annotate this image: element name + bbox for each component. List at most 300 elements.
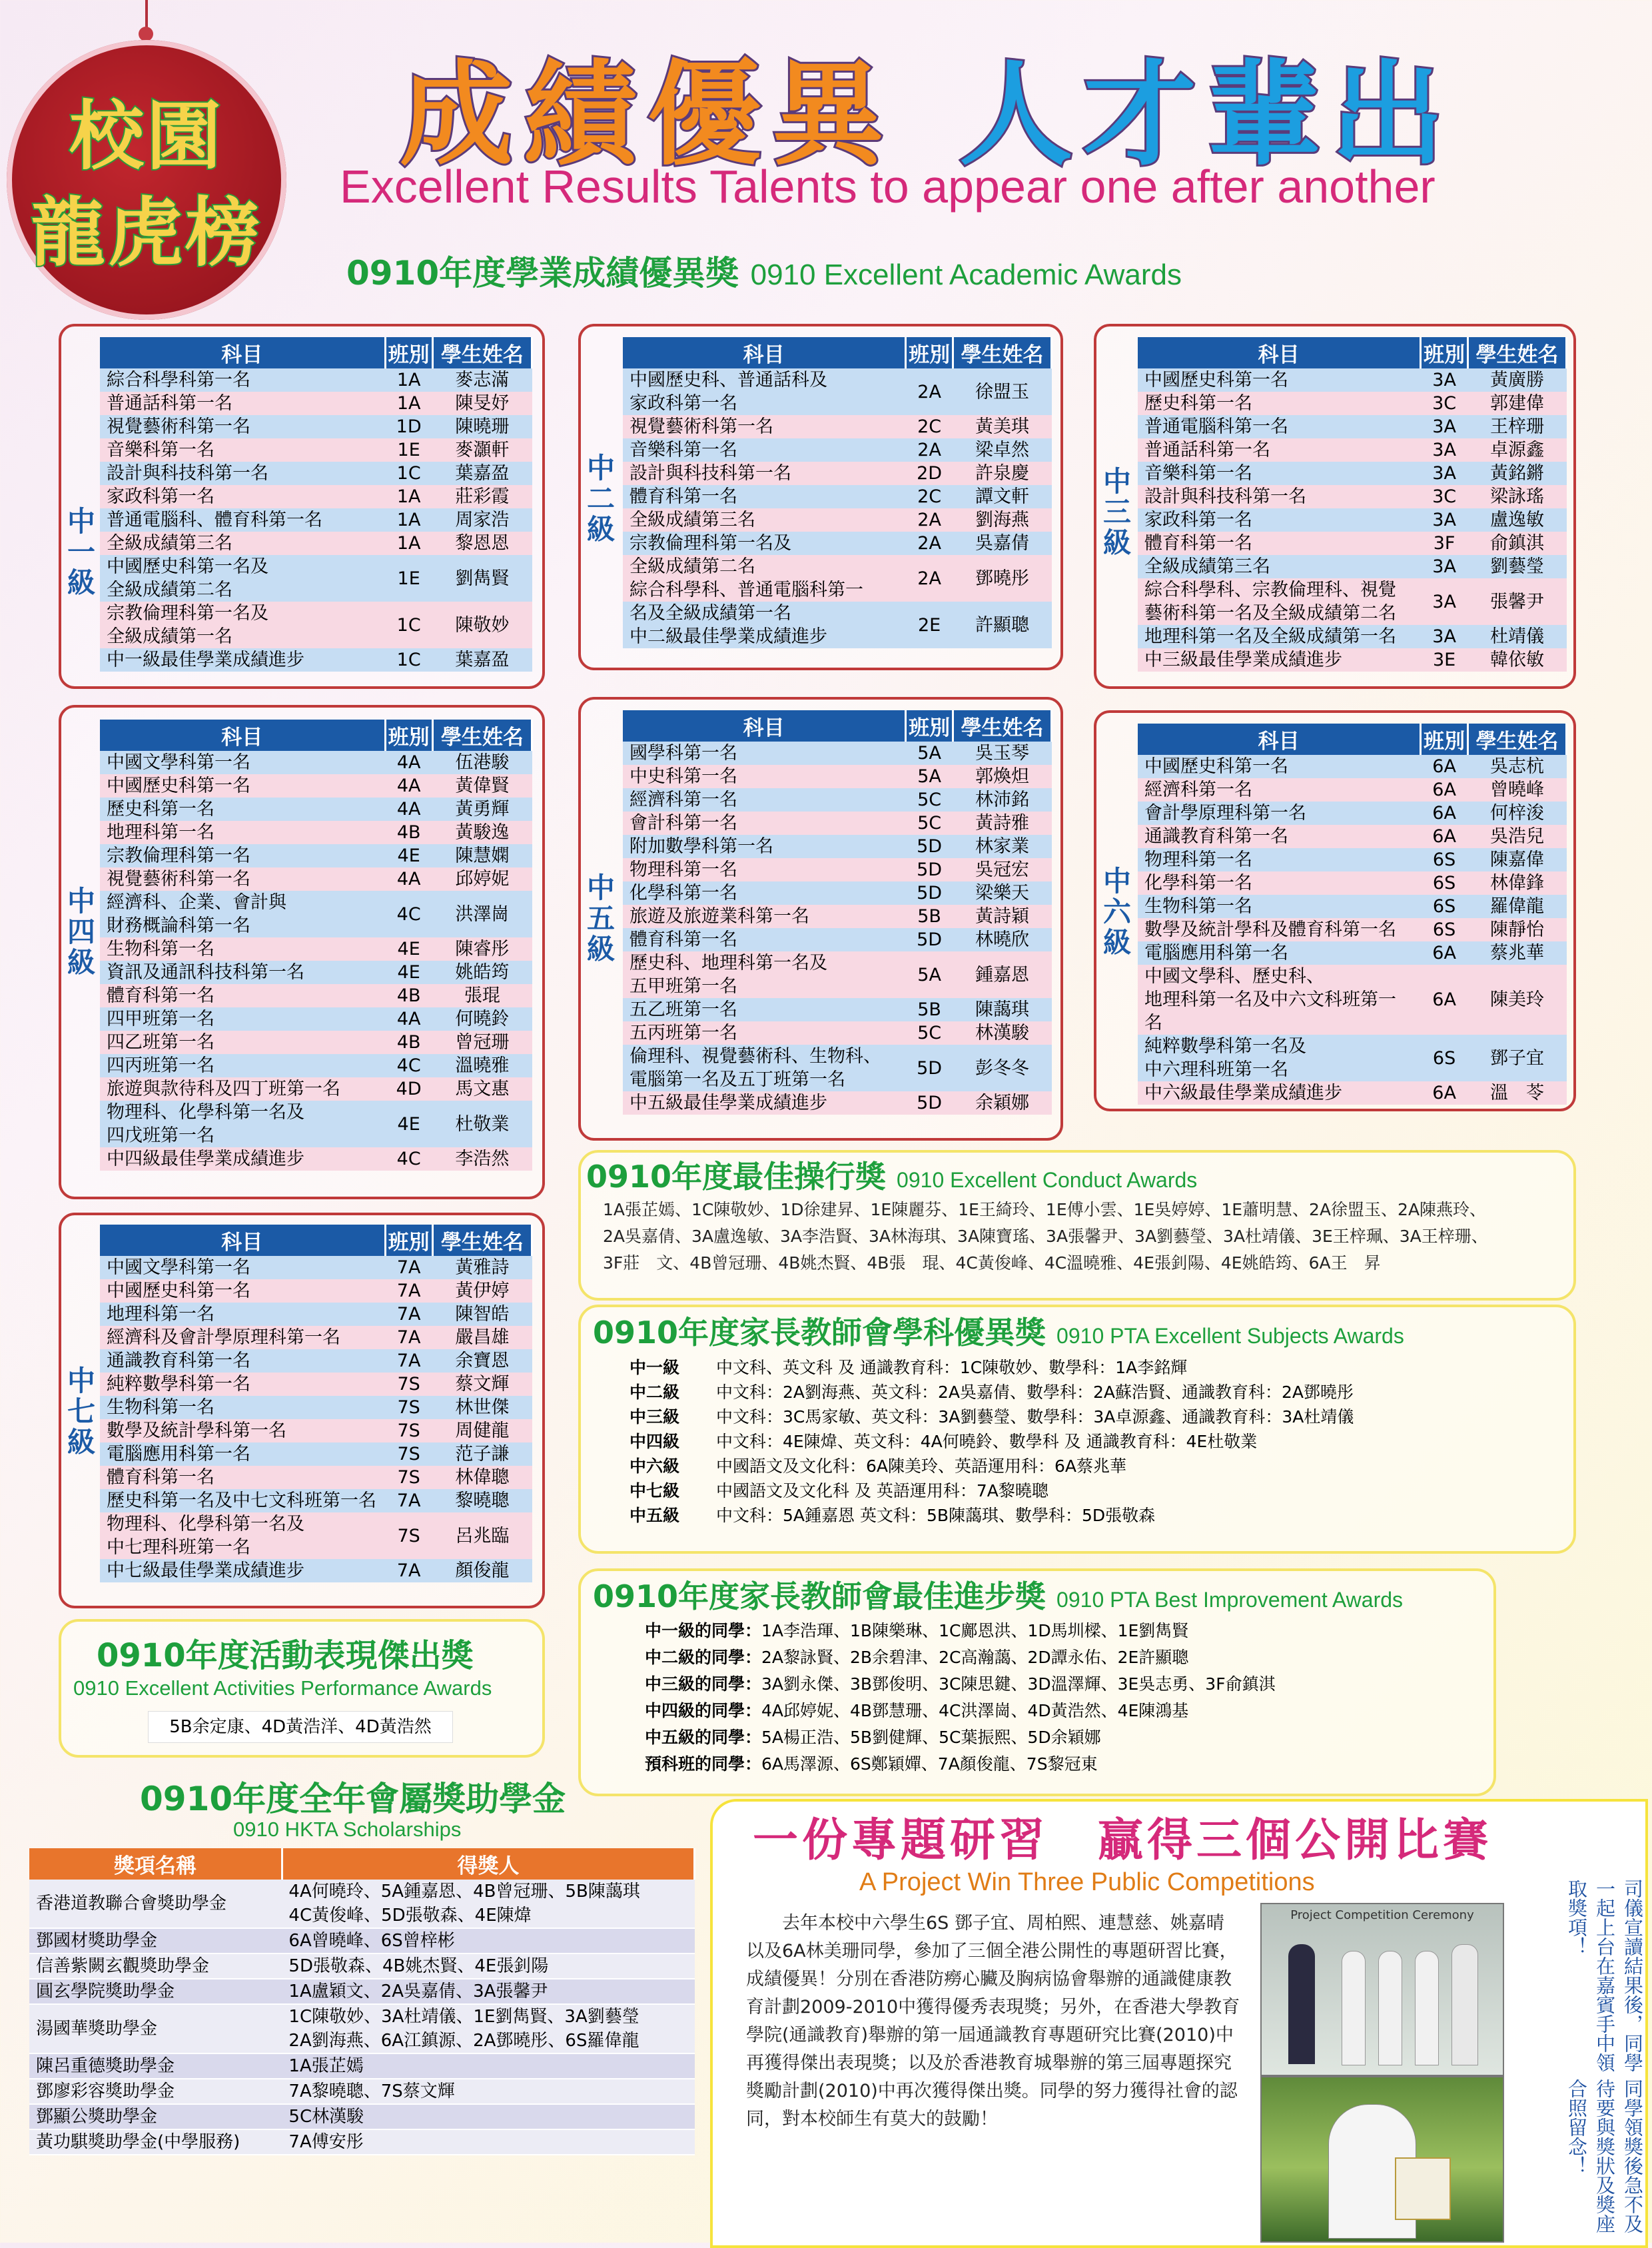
table-header-row [623,710,1052,742]
header-name: 學生姓名 [432,720,532,751]
cell-class: 7S [385,1442,432,1466]
award-detail: 中國語文及文化科：6A陳美玲、英語運用科：6A蔡兆華 [716,1456,1127,1476]
cell-winners: 7A傅安彤 [282,2129,694,2155]
campus-honor-badge [7,40,286,320]
award-detail: 中國語文及文化科 及 英語運用科：7A黎曉聰 [716,1481,1048,1500]
cell-subject: 音樂科第一名 [1138,462,1421,485]
table-row [1138,895,1567,918]
headline-en: Excellent Results Talents to appear one after another [340,161,1436,213]
cell-class: 5C [906,788,953,812]
cell-name: 周家浩 [432,508,532,532]
cell-class: 2A [906,368,953,415]
cell-class: 3A [1421,625,1468,648]
table-row [100,462,532,485]
pta-subject-title-en: 0910 PTA Excellent Subjects Awards [1056,1324,1404,1348]
grade-label: 中四級 [629,1432,680,1451]
cell-class: 5D [906,858,953,881]
cell-name: 余穎娜 [953,1091,1051,1115]
cell-class: 4D [385,1077,432,1101]
academic-title-en: 0910 Excellent Academic Awards [750,259,1182,291]
cell-name: 李浩然 [432,1147,532,1171]
table-row [1138,1081,1567,1105]
conduct-list [603,1197,1562,1277]
table-row [100,821,532,844]
cell-class: 5A [906,765,953,788]
cell-class: 1D [385,415,432,438]
pta-improve-title-zh: 0910年度家長教師會最佳進步獎 [593,1578,1046,1614]
table-row [1138,778,1567,802]
cell-subject: 設計與科技科第一名 [1138,485,1421,508]
table-row [623,858,1052,881]
table-row [29,2004,695,2053]
table-row [100,1373,532,1396]
table-row [623,1021,1052,1045]
table-row [1138,648,1567,672]
s7-table [100,1225,533,1582]
header-class: 班別 [385,337,432,368]
cell-name: 黃勇輝 [432,798,532,821]
cell-name: 陳旻妤 [432,392,532,415]
cell-class: 5A [906,742,953,765]
cell-name: 陳藹琪 [953,998,1051,1021]
pta-improve-row [645,1671,1484,1698]
cell-name: 黃駿逸 [432,821,532,844]
cell-name: 黎恩恩 [432,532,532,555]
table-header-row [623,337,1052,368]
conduct-title [586,1153,1197,1197]
cell-name: 麥志滿 [432,368,532,392]
academic-title [346,247,1182,294]
table-row [29,1954,695,1979]
table-row [100,532,532,555]
cell-subject: 中四級最佳學業成績進步 [100,1147,385,1171]
cell-subject: 普通電腦科、體育科第一名 [100,508,385,532]
header-subject: 科目 [100,337,385,368]
award-detail: 中文科：4E陳煒、英文科：4A何曉鈴、數學科 及 通識教育科：4E杜敬業 [716,1432,1258,1451]
cell-winners: 7A黎曉聰、7S蔡文輝 [282,2079,694,2104]
table-row [1138,848,1567,871]
cell-class: 2D [906,462,953,485]
table-row [100,1419,532,1442]
cell-winners: 1C陳敬妙、3A杜靖儀、1E劉雋賢、3A劉藝瑩 2A劉海燕、6A江鎮源、2A鄧曉彤、6S羅偉龍 [282,2004,694,2053]
cell-name: 黎曉聰 [432,1489,532,1512]
cell-class: 3A [1421,508,1468,532]
pta-improve-list [645,1618,1484,1778]
scholar-table [29,1848,695,2155]
activities-winners: 5B余定康、4D黃浩洋、4D黃浩然 [148,1711,453,1743]
cell-award-name: 圓玄學院獎助學金 [29,1979,282,2004]
cell-name: 顏俊龍 [432,1559,532,1582]
cell-name: 溫 苓 [1467,1081,1566,1105]
cell-class: 4B [385,1031,432,1054]
table-row [29,2129,695,2155]
table-row [623,485,1052,508]
table-row [100,1303,532,1326]
grade-label: 中七級 [629,1481,680,1500]
table-row [1138,965,1567,1035]
cell-subject: 倫理科、視覺藝術科、生物科、 電腦第一名及五丁班第一名 [623,1045,906,1091]
cell-subject: 四甲班第一名 [100,1007,385,1031]
cell-subject: 全級成績第三名 [100,532,385,555]
table-row [623,508,1052,532]
cell-name: 麥灝軒 [432,438,532,462]
cell-class: 6A [1421,755,1468,778]
badge-line-1: 校園 [69,93,224,180]
pta-improve-row [645,1644,1484,1671]
cell-class: 6S [1421,1035,1468,1081]
cell-name: 林偉聰 [432,1466,532,1489]
cell-name: 吳浩兒 [1467,825,1566,848]
cell-subject: 物理科、化學科第一名及 中七理科班第一名 [100,1512,385,1559]
cell-name: 吳志杭 [1467,755,1566,778]
cell-subject: 設計與科技科第一名 [623,462,906,485]
cell-name: 陳靜怡 [1467,918,1566,941]
cell-subject: 物理科第一名 [1138,848,1421,871]
header-name: 學生姓名 [953,710,1051,742]
cell-name: 余寶恩 [432,1349,532,1373]
cell-class: 1A [385,532,432,555]
cell-name: 鄧曉彤 [953,555,1051,602]
table-row [1138,802,1567,825]
cell-name: 葉嘉盈 [432,462,532,485]
table-row [100,1512,532,1559]
cell-name: 曾曉峰 [1467,778,1566,802]
cell-subject: 全級成績第二名 綜合科學科、普通電腦科第一 [623,555,906,602]
cell-award-name: 香港道教聯合會獎助學金 [29,1880,282,1928]
cell-class: 5D [906,1091,953,1115]
cell-class: 1A [385,508,432,532]
cell-subject: 經濟科第一名 [623,788,906,812]
cell-class: 4A [385,1007,432,1031]
scholar-title-en: 0910 HKTA Scholarships [233,1818,462,1841]
header-name: 學生姓名 [953,337,1051,368]
cell-class: 7S [385,1466,432,1489]
cell-award-name: 黃功騏獎助學金(中學服務) [29,2129,282,2155]
cell-class: 7A [385,1489,432,1512]
cell-class: 1A [385,392,432,415]
table-row [100,961,532,984]
s6-grade: 中六級 [1102,865,1131,959]
cell-subject: 五乙班第一名 [623,998,906,1021]
headline-zh-2: 人才輩出 [959,49,1455,181]
table-row [100,1077,532,1101]
grade-label: 中二級的同學： [645,1648,762,1667]
cell-name: 黃雅詩 [432,1256,532,1279]
cell-class: 7S [385,1419,432,1442]
table-row [100,368,532,392]
cell-subject: 電腦應用科第一名 [1138,941,1421,965]
table-row [623,415,1052,438]
cell-subject: 綜合科學科第一名 [100,368,385,392]
cell-subject: 經濟科及會計學原理科第一名 [100,1326,385,1349]
cell-name: 陳美玲 [1467,965,1566,1035]
table-row [623,998,1052,1021]
cell-name: 陳曉珊 [432,415,532,438]
header-subject: 科目 [1138,337,1421,368]
cell-class: 6A [1421,941,1468,965]
cell-name: 韓依敏 [1467,648,1566,672]
cell-name: 梁詠瑤 [1467,485,1566,508]
cell-name: 葉嘉盈 [432,648,532,672]
cell-name: 范子謙 [432,1442,532,1466]
cell-subject: 中國歷史科、普通話科及 家政科第一名 [623,368,906,415]
cell-name: 徐盟玉 [953,368,1051,415]
s7-grade: 中七級 [67,1365,95,1458]
award-detail: 中文科、英文科 及 通識教育科：1C陳敬妙、數學科：1A李銘輝 [716,1358,1188,1377]
cell-subject: 中五級最佳學業成績進步 [623,1091,906,1115]
conduct-line: 3F莊 文、4B曾冠珊、4B姚杰賢、4B張 琨、4C黃俊峰、4C溫曉雅、4E張釗陽、4E姚皓筠、6A王 昇 [603,1253,1381,1273]
cell-name: 溫曉雅 [432,1054,532,1077]
award-detail: 中文科：2A劉海燕、英文科：2A吳嘉倩、數學科：2A蘇浩賢、通識教育科：2A鄧曉彤 [716,1383,1354,1402]
table-row [100,867,532,891]
cell-class: 7A [385,1256,432,1279]
table-row [29,2104,695,2129]
cell-winners: 5D張敬森、4B姚杰賢、4E張釗陽 [282,1954,694,1979]
conduct-line: 1A張芷嫣、1C陳敬妙、1D徐建昇、1E陳麗芬、1E王綺玲、1E傅小雲、1E吳婷婷、1E蕭明慧、2A徐盟玉、2A陳燕玲、 [603,1200,1487,1219]
cell-class: 4A [385,751,432,774]
cell-name: 黃詩穎 [953,905,1051,928]
project-title-zh: 一份專題研習 贏得三個公開比賽 [753,1814,1493,1867]
cell-subject: 體育科第一名 [1138,532,1421,555]
cell-class: 2E [906,602,953,648]
cell-winners: 5C林漢駿 [282,2104,694,2129]
cell-subject: 歷史科第一名及中七文科班第一名 [100,1489,385,1512]
cell-class: 2A [906,555,953,602]
cell-name: 吳嘉倩 [953,532,1051,555]
cell-subject: 視覺藝術科第一名 [623,415,906,438]
table-row [100,774,532,798]
header-award-name: 獎項名稱 [29,1848,282,1880]
cell-name: 蔡兆華 [1467,941,1566,965]
cell-class: 3E [1421,648,1468,672]
pta-subject-title [593,1309,1404,1353]
side-caption-2: 同學領獎後急不及待要與獎狀及獎座合照留念！ [1565,2079,1644,2233]
table-row [100,415,532,438]
cell-subject: 中國歷史科第一名 [1138,755,1421,778]
cell-class: 4E [385,961,432,984]
cell-name: 陳敬妙 [432,602,532,648]
award-detail: 中文科：5A鍾嘉恩 英文科：5B陳藹琪、數學科：5D張敬森 [716,1506,1156,1525]
cell-name: 許顯聰 [953,602,1051,648]
cell-name: 梁卓然 [953,438,1051,462]
cell-class: 4B [385,984,432,1007]
cell-subject: 體育科第一名 [623,928,906,951]
cell-subject: 綜合科學科、宗教倫理科、視覺 藝術科第一名及全級成績第二名 [1138,578,1421,625]
cell-subject: 會計科第一名 [623,812,906,835]
cell-subject: 中國文學科第一名 [100,1256,385,1279]
header-class: 班別 [906,337,953,368]
cell-subject: 普通話科第一名 [100,392,385,415]
table-row [100,1396,532,1419]
cell-subject: 中國歷史科第一名 [100,774,385,798]
s6-table [1138,724,1567,1105]
cell-name: 馬文惠 [432,1077,532,1101]
cell-class: 2C [906,415,953,438]
badge-line-2: 龍虎榜 [31,189,262,277]
cell-subject: 地理科第一名及全級成績第一名 [1138,625,1421,648]
activities-title-zh: 0910年度活動表現傑出獎 [97,1637,474,1674]
cell-class: 4E [385,1101,432,1147]
cell-subject: 通識教育科第一名 [100,1349,385,1373]
table-row [623,742,1052,765]
s2-table [623,337,1052,648]
cell-subject: 中七級最佳學業成績進步 [100,1559,385,1582]
grade-label: 預科班的同學： [645,1754,762,1774]
table-row [623,462,1052,485]
person-silhouette [1288,1944,1315,2064]
pta-subject-row [629,1503,1562,1528]
cell-class: 4C [385,891,432,937]
table-row [100,1147,532,1171]
cell-name: 莊彩霞 [432,485,532,508]
cell-subject: 中國文學科、歷史科、 地理科第一名及中六文科班第一名 [1138,965,1421,1035]
hanging-hook [139,27,153,41]
cell-name: 陳慧嫻 [432,844,532,867]
table-row [1138,825,1567,848]
cell-class: 7A [385,1559,432,1582]
cell-name: 陳嘉偉 [1467,848,1566,871]
cell-name: 張馨尹 [1467,578,1566,625]
table-row [1138,941,1567,965]
cell-class: 3A [1421,462,1468,485]
table-row [1138,918,1567,941]
cell-subject: 純粹數學科第一名及 中六理科班第一名 [1138,1035,1421,1081]
cell-subject: 地理科第一名 [100,1303,385,1326]
cell-subject: 數學及統計學科及體育科第一名 [1138,918,1421,941]
cell-class: 4E [385,844,432,867]
table-row [623,788,1052,812]
cell-class: 3A [1421,555,1468,578]
table-row [1138,555,1567,578]
pta-improve-row [645,1751,1484,1778]
table-row [100,1101,532,1147]
table-row [100,485,532,508]
table-row [100,438,532,462]
cell-class: 5D [906,1045,953,1091]
cell-class: 4E [385,937,432,961]
cell-subject: 地理科第一名 [100,821,385,844]
header-class: 班別 [1421,337,1468,368]
table-row [623,812,1052,835]
table-row [100,1031,532,1054]
s5-grade: 中五級 [586,871,615,965]
cell-class: 6S [1421,895,1468,918]
cell-name: 杜靖儀 [1467,625,1566,648]
cell-name: 郭建偉 [1467,392,1566,415]
table-row [29,1928,695,1954]
cell-subject: 全級成績第三名 [623,508,906,532]
side-caption-1: 司儀宣讀結果後，同學一起上台在嘉賓手中領取獎項！ [1565,1879,1644,2072]
cell-name: 林偉鋒 [1467,871,1566,895]
cell-subject: 體育科第一名 [100,1466,385,1489]
cell-subject: 中國歷史科第一名 [1138,368,1421,392]
cell-class: 1C [385,602,432,648]
cell-subject: 宗教倫理科第一名及 [623,532,906,555]
cell-class: 7A [385,1326,432,1349]
table-row [100,1256,532,1279]
cell-name: 嚴昌雄 [432,1326,532,1349]
cell-name: 何曉鈴 [432,1007,532,1031]
cell-name: 林沛銘 [953,788,1051,812]
table-row [623,368,1052,415]
table-row [100,1559,532,1582]
header-subject: 科目 [100,1225,385,1256]
header-name: 學生姓名 [432,1225,532,1256]
table-header-row [100,337,532,368]
cell-name: 彭冬冬 [953,1045,1051,1091]
grade-label: 中五級 [629,1506,680,1525]
table-row [100,1279,532,1303]
table-row [1138,532,1567,555]
header-name: 學生姓名 [1467,724,1566,755]
cell-class: 3C [1421,392,1468,415]
cell-subject: 名及全級成績第一名 中二級最佳學業成績進步 [623,602,906,648]
pta-subject-row [629,1429,1562,1454]
table-row [100,1326,532,1349]
cell-class: 4A [385,798,432,821]
table-row [623,555,1052,602]
cell-subject: 生物科第一名 [1138,895,1421,918]
cell-class: 6A [1421,825,1468,848]
cell-subject: 宗教倫理科第一名 [100,844,385,867]
cell-winners: 1A盧穎文、2A吳嘉倩、3A張馨尹 [282,1979,694,2004]
s3-table [1138,337,1567,672]
table-row [29,2053,695,2079]
header-name: 學生姓名 [1467,337,1566,368]
cell-subject: 化學科第一名 [623,881,906,905]
cell-name: 劉海燕 [953,508,1051,532]
pta-improve-title-en: 0910 PTA Best Improvement Awards [1056,1588,1404,1612]
cell-subject: 四丙班第一名 [100,1054,385,1077]
pta-improve-title [593,1572,1403,1616]
table-header-row [100,1225,532,1256]
cell-name: 黃美琪 [953,415,1051,438]
cell-class: 4C [385,1147,432,1171]
s3-grade: 中三級 [1102,465,1131,559]
cell-winners: 6A曾曉峰、6S曾梓彬 [282,1928,694,1954]
cell-name: 黃偉賢 [432,774,532,798]
cell-class: 6A [1421,965,1468,1035]
grade-label: 中三級的同學： [645,1674,762,1694]
cell-name: 黃詩雅 [953,812,1051,835]
header-name: 學生姓名 [432,337,532,368]
cell-class: 7S [385,1373,432,1396]
project-title-en: A Project Win Three Public Competitions [859,1868,1315,1896]
header-subject: 科目 [623,710,906,742]
pta-improve-row [645,1698,1484,1724]
header-class: 班別 [385,1225,432,1256]
cell-class: 7A [385,1349,432,1373]
cell-name: 林家業 [953,835,1051,858]
table-row [1138,462,1567,485]
cell-class: 2A [906,438,953,462]
cell-name: 杜敬業 [432,1101,532,1147]
table-row [100,1489,532,1512]
table-row [1138,415,1567,438]
grade-label: 中六級 [629,1456,680,1476]
cell-subject: 家政科第一名 [1138,508,1421,532]
cell-class: 6S [1421,918,1468,941]
grade-label: 中二級 [629,1383,680,1402]
cell-name: 郭煥炟 [953,765,1051,788]
cell-class: 5C [906,1021,953,1045]
cell-subject: 旅遊與款待科及四丁班第一名 [100,1077,385,1101]
cell-name: 伍港駿 [432,751,532,774]
cell-name: 陳睿彤 [432,937,532,961]
pta-improve-row [645,1724,1484,1751]
pta-subject-list [629,1355,1562,1528]
pta-subject-title-zh: 0910年度家長教師會學科優異獎 [593,1315,1046,1351]
